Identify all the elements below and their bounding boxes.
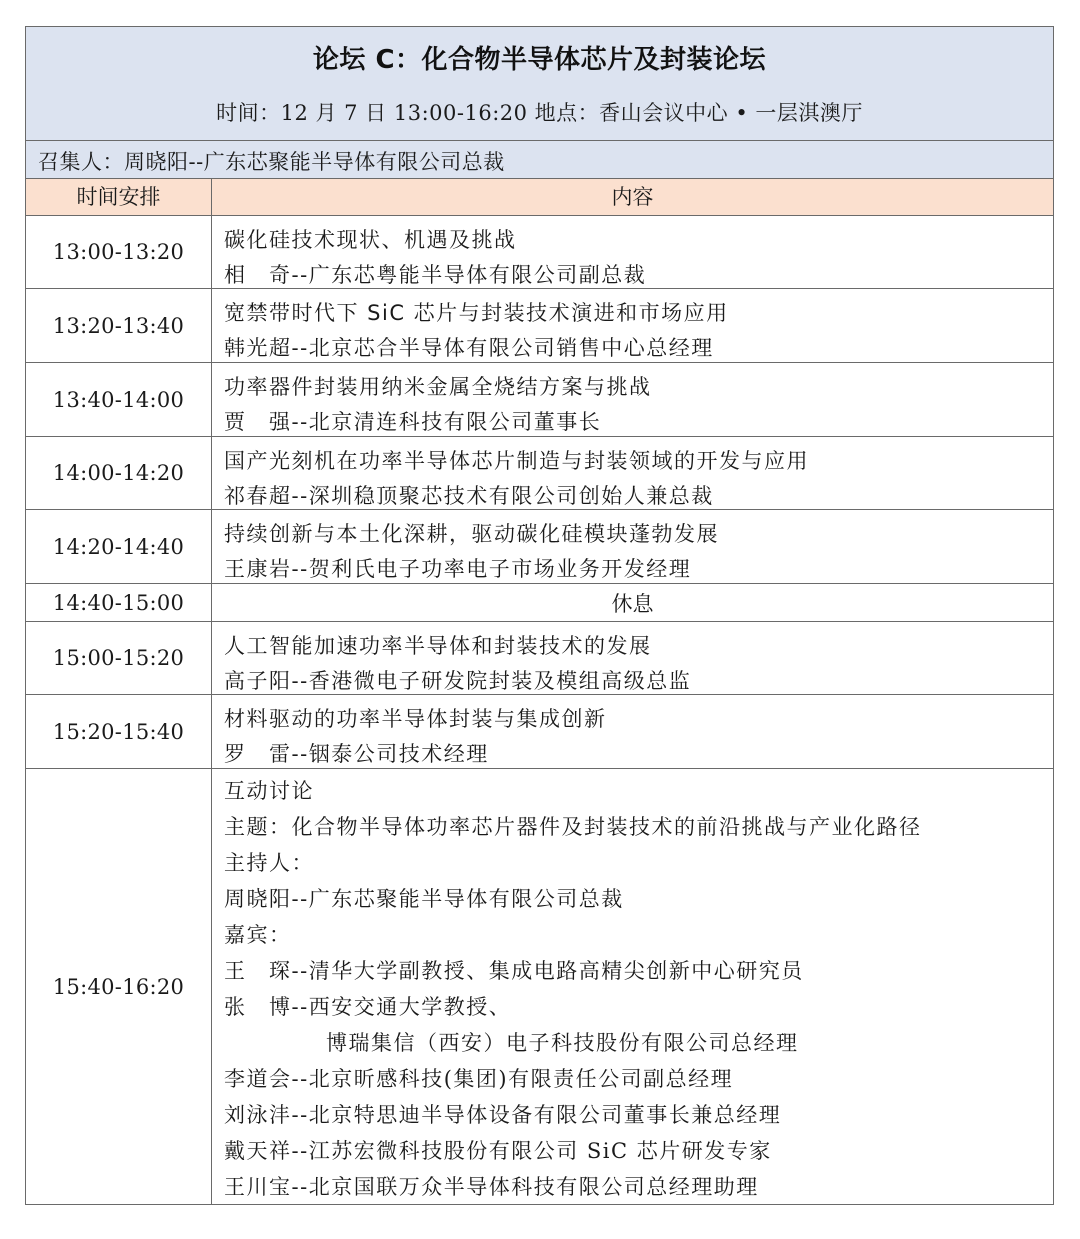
table-row [26, 695, 1053, 769]
panel-guest: 王川宝--北京国联万众半导体科技有限公司总经理助理 [224, 1175, 759, 1199]
panel-guest: 王 琛--清华大学副教授、集成电路高精尖创新中心研究员 [224, 959, 804, 983]
panel-guest-continuation: 博瑞集信（西安）电子科技股份有限公司总经理 [326, 1031, 799, 1055]
time-slot: 15:00-15:20 [26, 622, 212, 694]
panel-row [26, 769, 1053, 1204]
time-slot: 14:20-14:40 [26, 510, 212, 583]
session-topic: 持续创新与本土化深耕，驱动碳化硅模块蓬勃发展 [224, 522, 719, 546]
break-cell [212, 584, 1053, 621]
panel-moderator-label: 主持人： [224, 851, 314, 875]
session-speaker: 高子阳--香港微电子研发院封装及模组高级总监 [224, 669, 692, 693]
session-content [212, 695, 1053, 768]
panel-guest: 刘泳沣--北京特思迪半导体设备有限公司董事长兼总经理 [224, 1103, 782, 1127]
session-speaker: 相 奇--广东芯粤能半导体有限公司副总裁 [224, 263, 647, 287]
panel-label: 互动讨论 [224, 779, 314, 803]
session-speaker: 祁春超--深圳稳顶聚芯技术有限公司创始人兼总裁 [224, 484, 714, 508]
session-speaker: 韩光超--北京芯合半导体有限公司销售中心总经理 [224, 336, 714, 360]
time-slot: 14:00-14:20 [26, 437, 212, 509]
table-row [26, 216, 1053, 289]
convener-text: 召集人：周晓阳--广东芯聚能半导体有限公司总裁 [38, 150, 505, 174]
time-slot: 13:20-13:40 [26, 289, 212, 362]
time-slot: 13:00-13:20 [26, 216, 212, 288]
session-speaker: 罗 雷--铟泰公司技术经理 [224, 742, 489, 766]
session-content [212, 622, 1053, 694]
convener-row [26, 141, 1053, 179]
session-content [212, 363, 1053, 436]
panel-content [212, 769, 1053, 1204]
session-speaker: 贾 强--北京清连科技有限公司董事长 [224, 410, 602, 434]
table-row [26, 584, 1053, 622]
session-content [212, 216, 1053, 288]
panel-guest: 张 博--西安交通大学教授、 [224, 995, 512, 1019]
session-topic: 国产光刻机在功率半导体芯片制造与封装领域的开发与应用 [224, 449, 809, 473]
session-topic: 碳化硅技术现状、机遇及挑战 [224, 228, 517, 252]
column-header-row [26, 179, 1053, 216]
panel-guest: 李道会--北京昕感科技(集团)有限责任公司副总经理 [224, 1067, 734, 1091]
session-topic: 人工智能加速功率半导体和封装技术的发展 [224, 634, 652, 658]
session-content [212, 437, 1053, 509]
table-header [26, 27, 1053, 141]
session-content [212, 289, 1053, 362]
page-title: 论坛 C：化合物半导体芯片及封装论坛 [312, 45, 767, 75]
table-row [26, 289, 1053, 363]
panel-guests-label: 嘉宾： [224, 923, 292, 947]
panel-theme: 主题：化合物半导体功率芯片器件及封装技术的前沿挑战与产业化路径 [224, 815, 922, 839]
table-row [26, 510, 1053, 584]
session-topic: 材料驱动的功率半导体封装与集成创新 [224, 707, 607, 731]
session-topic: 功率器件封装用纳米金属全烧结方案与挑战 [224, 375, 652, 399]
time-location: 时间：12 月 7 日 13:00-16:20 地点：香山会议中心 • 一层淇澳厅 [216, 101, 863, 125]
panel-guest: 戴天祥--江苏宏微科技股份有限公司 SiC 芯片研发专家 [224, 1139, 772, 1163]
session-topic: 宽禁带时代下 SiC 芯片与封装技术演进和市场应用 [224, 301, 729, 325]
panel-moderator: 周晓阳--广东芯聚能半导体有限公司总裁 [224, 887, 624, 911]
time-slot: 14:40-15:00 [26, 584, 212, 621]
session-speaker: 王康岩--贺利氏电子功率电子市场业务开发经理 [224, 557, 692, 581]
column-header-content: 内容 [611, 185, 654, 209]
session-content [212, 510, 1053, 583]
column-header-time: 时间安排 [26, 179, 212, 215]
table-row [26, 363, 1053, 437]
time-slot: 13:40-14:00 [26, 363, 212, 436]
time-slot: 15:40-16:20 [26, 769, 212, 1204]
agenda-table [25, 26, 1054, 1205]
break-label: 休息 [611, 591, 654, 616]
time-slot: 15:20-15:40 [26, 695, 212, 768]
table-row [26, 622, 1053, 695]
table-row [26, 437, 1053, 510]
